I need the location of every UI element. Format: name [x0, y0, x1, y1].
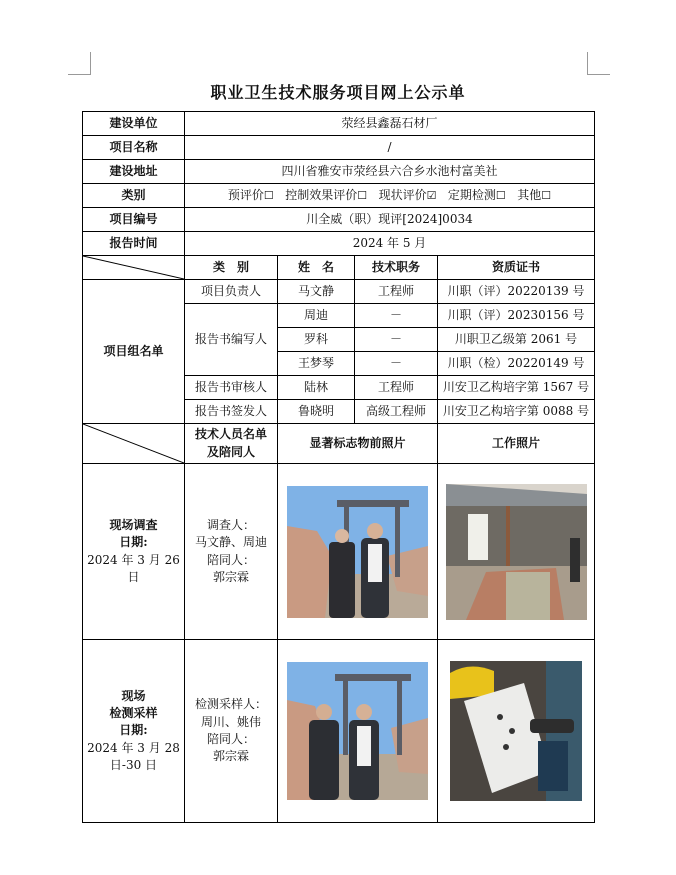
- header-title: 技术职务: [355, 256, 438, 280]
- sampling-row: [83, 640, 595, 823]
- header-category: 类 别: [185, 256, 278, 280]
- survey-label-1: 现场调查: [109, 517, 158, 532]
- sampling-staff-cell: [185, 640, 278, 823]
- row-unit: [83, 112, 595, 136]
- row-category: [83, 184, 595, 208]
- category-option-pre: 预评价☐: [227, 187, 274, 202]
- writer-cert: 川职（检）20220149 号: [438, 352, 595, 376]
- survey-date-cell: [83, 464, 185, 640]
- writer-name: 王梦琴: [278, 352, 355, 376]
- sampling-label-1: 现场: [121, 688, 146, 703]
- category-option-status: 现状评价☑: [378, 187, 437, 202]
- sampling-date-2: 日-30 日: [109, 758, 158, 773]
- sampling-staff-names: 周川、姚伟: [200, 714, 261, 729]
- diagonal-cell: [83, 256, 185, 280]
- header-staff: [185, 424, 278, 464]
- crop-mark-top-left: [68, 52, 91, 75]
- row-project: [83, 136, 595, 160]
- sampling-date-1: 2024 年 3 月 28: [87, 740, 180, 755]
- header-staff-line-2: 及陪同人: [206, 444, 255, 459]
- signer-cert: 川安卫乙构培字第 0088 号: [438, 400, 595, 424]
- address-label: 建设地址: [83, 160, 185, 184]
- writer-title: －: [355, 304, 438, 328]
- unit-value: 荥经县鑫磊石材厂: [185, 112, 595, 136]
- signer-name: 鲁晓明: [278, 400, 355, 424]
- header-landmark-photo: 显著标志物前照片: [278, 424, 438, 464]
- category-option-other: 其他☐: [517, 187, 552, 202]
- writer-title: －: [355, 328, 438, 352]
- survey-label-2: 日期:: [119, 535, 148, 550]
- publicity-form-table: [82, 111, 595, 823]
- row-time: [83, 232, 595, 256]
- survey-staff-names: 马文静、周迪: [194, 535, 267, 550]
- header-staff-line-1: 技术人员名单: [194, 427, 267, 442]
- role-writer: 报告书编写人: [185, 304, 278, 376]
- sampling-staff-label: 检测采样人：: [194, 697, 267, 712]
- category-option-control: 控制效果评价☐: [285, 187, 368, 202]
- survey-staff-cell: [185, 464, 278, 640]
- sampling-label-3: 日期:: [119, 723, 148, 738]
- checkbox-icon: ☐: [495, 188, 506, 202]
- writer-cert: 川职卫乙级第 2061 号: [438, 328, 595, 352]
- survey-date-2: 日: [127, 569, 140, 584]
- writer-name: 罗科: [278, 328, 355, 352]
- work-photo: [446, 484, 587, 620]
- survey-date-1: 2024 年 3 月 26: [87, 552, 180, 567]
- reviewer-title: 工程师: [355, 376, 438, 400]
- survey-row: [83, 464, 595, 640]
- landmark-photo: [287, 486, 428, 618]
- signer-title: 高级工程师: [355, 400, 438, 424]
- writer-title: －: [355, 352, 438, 376]
- survey-work-photo-cell: [438, 464, 595, 640]
- leader-name: 马文静: [278, 280, 355, 304]
- sampling-work-photo-cell: [438, 640, 595, 823]
- leader-cert: 川职（评）20220139 号: [438, 280, 595, 304]
- survey-escort-name: 郭宗霖: [212, 569, 249, 584]
- header-work-photo: 工作照片: [438, 424, 595, 464]
- project-value: /: [185, 136, 595, 160]
- row-address: [83, 160, 595, 184]
- role-reviewer: 报告书审核人: [185, 376, 278, 400]
- team-header-row: [83, 256, 595, 280]
- team-group-label: 项目组名单: [83, 280, 185, 424]
- row-number: [83, 208, 595, 232]
- sampling-escort-label: 陪同人：: [206, 732, 255, 746]
- role-leader: 项目负责人: [185, 280, 278, 304]
- sampling-landmark-photo-cell: [278, 640, 438, 823]
- unit-label: 建设单位: [83, 112, 185, 136]
- reviewer-name: 陆林: [278, 376, 355, 400]
- category-label: 类别: [83, 184, 185, 208]
- number-label: 项目编号: [83, 208, 185, 232]
- leader-title: 工程师: [355, 280, 438, 304]
- sampling-date-cell: [83, 640, 185, 823]
- address-value: 四川省雅安市荥经县六合乡水池村富美社: [185, 160, 595, 184]
- writer-name: 周迪: [278, 304, 355, 328]
- survey-staff-label: 调查人：: [206, 517, 255, 532]
- crop-mark-top-right: [587, 52, 610, 75]
- diagonal-cell: [83, 424, 185, 464]
- checkbox-checked-icon: ☑: [426, 188, 437, 202]
- sampling-label-2: 检测采样: [109, 705, 158, 720]
- team-row-leader: [83, 280, 595, 304]
- document-title: 职业卫生技术服务项目网上公示单: [210, 83, 466, 102]
- checkbox-icon: ☐: [357, 188, 368, 202]
- writer-cert: 川职（评）20230156 号: [438, 304, 595, 328]
- role-signer: 报告书签发人: [185, 400, 278, 424]
- header-name: 姓 名: [278, 256, 355, 280]
- time-value: 2024 年 5 月: [185, 232, 595, 256]
- header-cert: 资质证书: [438, 256, 595, 280]
- survey-escort-label: 陪同人：: [206, 552, 255, 567]
- photo-header-row: [83, 424, 595, 464]
- checkbox-icon: ☐: [263, 188, 274, 202]
- reviewer-cert: 川安卫乙构培字第 1567 号: [438, 376, 595, 400]
- landmark-photo: [287, 662, 428, 800]
- survey-landmark-photo-cell: [278, 464, 438, 640]
- checkbox-icon: ☐: [541, 188, 552, 202]
- sampling-escort-name: 郭宗霖: [212, 749, 249, 764]
- category-options: [185, 184, 595, 208]
- work-photo: [450, 661, 582, 801]
- number-value: 川全威（职）现评[2024]0034: [185, 208, 595, 232]
- time-label: 报告时间: [83, 232, 185, 256]
- category-option-periodic: 定期检测☐: [447, 187, 506, 202]
- project-label: 项目名称: [83, 136, 185, 160]
